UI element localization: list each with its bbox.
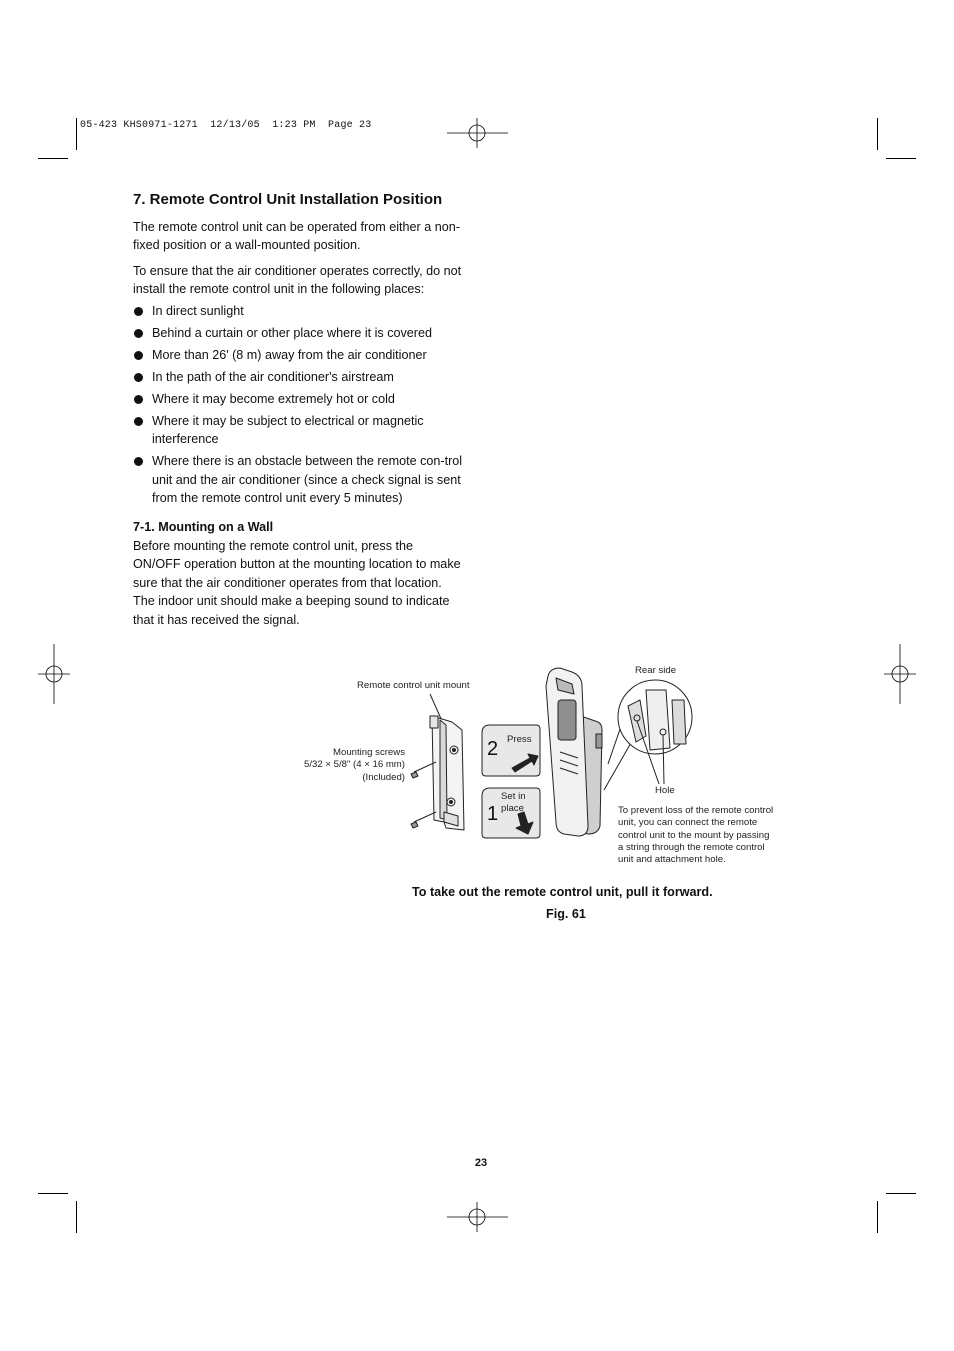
list-item: Where there is an obstacle between the remote con-trol unit and the air conditioner (since a check signal is sent from the remote control unit every 5 minutes) — [133, 452, 463, 507]
step-2-label: Press — [507, 734, 532, 745]
remote-control-unit — [546, 668, 602, 836]
label-hole: Hole — [655, 785, 675, 796]
figure-number: Fig. 61 — [546, 907, 586, 921]
step-1-number: 1 — [487, 803, 499, 825]
step-1-label: Set in place — [501, 791, 526, 815]
step-2-number: 2 — [487, 738, 499, 760]
screw-upper — [411, 762, 436, 778]
list-item: Where it may become extremely hot or cold — [133, 390, 463, 408]
intro-paragraph-2: To ensure that the air conditioner operates correctly, do not install the remote control unit in the following places: — [133, 264, 462, 297]
screw-lower — [411, 812, 436, 828]
subsection-title: 7-1. Mounting on a Wall — [133, 520, 274, 534]
list-item: More than 26' (8 m) away from the air conditioner — [133, 346, 463, 364]
list-item: Where it may be subject to electrical or magnetic interference — [133, 412, 463, 449]
label-rear-side: Rear side — [635, 665, 677, 676]
string-note: To prevent loss of the remote control unit, you can connect the remote control unit to the mount by passing a string through the remote control unit and attachment hole. — [618, 805, 774, 866]
subsection-paragraph: Before mounting the remote control unit, press the ON/OFF operation button at the mounting location to make sure that the air conditioner operates from that location. The indoor unit should make a beeping sound to indicate that it has received the signal. — [133, 539, 461, 627]
section-title: 7. Remote Control Unit Installation Position — [133, 191, 443, 208]
label-mount: Remote control unit mount — [357, 680, 470, 691]
print-slug: 05-423 KHS0971-1271 12/13/05 1:23 PM Page 23 — [80, 120, 372, 131]
list-item: Behind a curtain or other place where it is covered — [133, 324, 463, 342]
rear-side-detail — [618, 680, 692, 754]
page-number: 23 — [474, 1157, 488, 1169]
list-item: In the path of the air conditioner's airstream — [133, 368, 463, 386]
removal-instruction: To take out the remote control unit, pull it forward. — [412, 885, 713, 899]
list-item: In direct sunlight — [133, 302, 463, 320]
label-screws: Mounting screws 5/32 × 5/8" (4 × 16 mm) (Included) — [304, 747, 405, 783]
intro-paragraph-1: The remote control unit can be operated from either a non-fixed position or a wall-mounted position. — [133, 220, 460, 253]
